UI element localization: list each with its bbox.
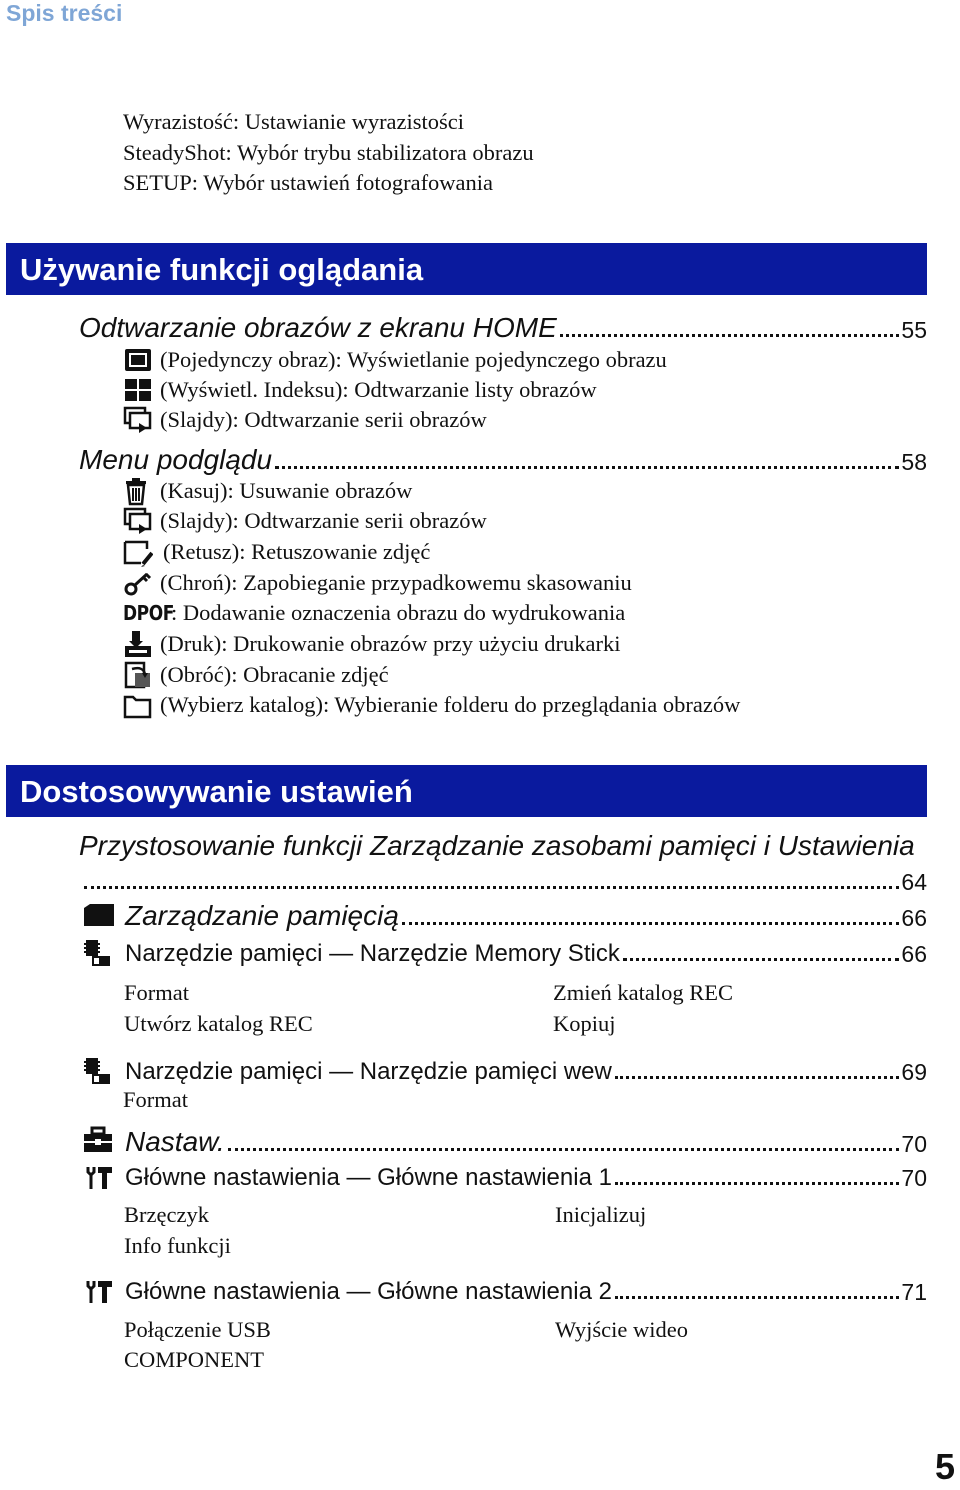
toc-subitem-retouch[interactable] [123, 537, 430, 567]
toc-subitem-delete[interactable] [123, 476, 412, 506]
toc-entry-settings[interactable] [125, 1122, 927, 1158]
leader-dots [615, 1296, 899, 1299]
page-header-title: Spis treści [6, 0, 123, 26]
toc-page-number: 66 [901, 905, 927, 931]
wrench-hammer-icon [84, 1163, 114, 1196]
single-image-icon [123, 345, 153, 375]
toc-subitem-slideshow[interactable] [123, 506, 487, 536]
toc-subitem-slideshow[interactable] [123, 405, 487, 435]
toc-page-number: 58 [901, 449, 927, 475]
toc-subitem: SteadyShot: Wybór trybu stabilizatora obrazu [123, 140, 534, 165]
toc-subitem-single-image[interactable] [123, 345, 667, 375]
leader-dots [623, 958, 900, 961]
toc-entry-title: Główne nastawienia — Główne nastawienia 1 [125, 1164, 612, 1191]
subitem-text: (Slajdy): Odtwarzanie serii obrazów [160, 508, 487, 533]
toc-entry-title: Odtwarzanie obrazów z ekranu HOME [79, 312, 557, 343]
subitem-text: (Chroń): Zapobieganie przypadkowemu skasowaniu [160, 570, 632, 595]
toc-entry-title: Zarządzanie pamięcią [125, 900, 399, 931]
toc-subitem: Format [124, 980, 189, 1005]
leader-dots [615, 1076, 900, 1079]
toolbox-icon [82, 1126, 114, 1159]
leader-dots [615, 1182, 899, 1185]
folder-icon [123, 690, 153, 720]
toc-subitem-dpof[interactable] [123, 598, 625, 628]
memory-tool-icon [82, 1056, 112, 1091]
toc-subitem-select-folder[interactable] [123, 690, 740, 720]
toc-entry-customize[interactable] [84, 864, 927, 896]
toc-subitem-index-view[interactable] [123, 375, 597, 405]
toc-subitem: SETUP: Wybór ustawień fotografowania [123, 170, 494, 195]
toc-subitem-rotate[interactable] [123, 660, 389, 690]
slideshow-icon [123, 405, 153, 435]
toc-page-number: 70 [901, 1131, 927, 1157]
memory-card-icon [82, 902, 116, 933]
subitem-text: (Obróć): Obracanie zdjęć [160, 662, 389, 687]
toc-subitem: Brzęczyk [124, 1202, 209, 1227]
toc-subitem: COMPONENT [124, 1347, 265, 1372]
toc-subitem: Info funkcji [124, 1233, 231, 1258]
wrench-hammer-icon [84, 1277, 114, 1310]
trash-icon [123, 476, 153, 506]
print-icon [123, 629, 153, 659]
toc-entry-internal-memory-tool[interactable] [125, 1052, 927, 1086]
subitem-text: (Druk): Drukowanie obrazów przy użyciu drukarki [160, 631, 621, 656]
toc-page-number: 55 [901, 317, 927, 343]
toc-entry-title: Główne nastawienia — Główne nastawienia 2 [125, 1278, 612, 1305]
toc-subitem: Utwórz katalog REC [124, 1011, 313, 1036]
toc-subitem: Połączenie USB [124, 1317, 271, 1342]
leader-dots [560, 334, 900, 337]
rotate-icon [123, 660, 153, 690]
section-title: Dostosowywanie ustawień [20, 774, 413, 809]
subitem-text: (Wybierz katalog): Wybieranie folderu do przeglądania obrazów [160, 692, 741, 717]
leader-dots [402, 922, 899, 925]
toc-entry-main-settings-2[interactable] [125, 1272, 927, 1306]
leader-dots [228, 1148, 900, 1151]
toc-page-number: 69 [901, 1059, 927, 1085]
toc-subitem: Wyjście wideo [555, 1317, 688, 1342]
subitem-text: : Dodawanie oznaczenia obrazu do wydrukowania [171, 600, 626, 625]
toc-entry-memory-management[interactable] [125, 896, 927, 932]
toc-page-number: 71 [901, 1279, 927, 1305]
toc-entry-view-menu[interactable] [79, 440, 927, 476]
index-view-icon [123, 375, 153, 405]
retouch-icon [123, 537, 153, 567]
toc-subitem: Format [123, 1087, 188, 1112]
section-heading-settings [6, 765, 927, 817]
toc-subitem: Wyrazistość: Ustawianie wyrazistości [123, 109, 465, 134]
toc-entry-title: Menu podglądu [79, 444, 273, 475]
section-heading-viewing [6, 243, 927, 295]
toc-subitem-print[interactable] [123, 629, 620, 659]
section-title: Używanie funkcji oglądania [20, 252, 424, 287]
toc-subitem-protect[interactable] [123, 568, 632, 598]
toc-subitem: Zmień katalog REC [553, 980, 733, 1005]
slideshow-icon [123, 506, 153, 536]
subitem-text: (Kasuj): Usuwanie obrazów [160, 478, 413, 503]
toc-entry-main-settings-1[interactable] [125, 1158, 927, 1192]
subitem-text: (Wyświetl. Indeksu): Odtwarzanie listy obrazów [160, 377, 597, 402]
page-number: 5 [934, 1446, 955, 1487]
subitem-text: (Slajdy): Odtwarzanie serii obrazów [160, 407, 487, 432]
toc-page-number: 66 [901, 941, 927, 967]
toc-entry-title: Nastaw. [125, 1126, 225, 1157]
protect-key-icon [123, 568, 153, 598]
toc-page-number: 70 [901, 1165, 927, 1191]
toc-entry-memory-stick-tool[interactable] [125, 934, 927, 968]
toc-subitem: Kopiuj [553, 1011, 616, 1036]
leader-dots [275, 466, 899, 469]
toc-entry-home-playback[interactable] [79, 308, 927, 344]
toc-entry-title[interactable]: Przystosowanie funkcji Zarządzanie zasobami pamięci i Ustawienia [79, 830, 915, 861]
subitem-text: (Retusz): Retuszowanie zdjęć [163, 539, 431, 564]
memory-tool-icon [82, 938, 112, 973]
subitem-text: (Pojedynczy obraz): Wyświetlanie pojedynczego obrazu [160, 347, 667, 372]
toc-page-number: 64 [901, 869, 927, 895]
leader-dots [84, 886, 899, 889]
toc-entry-title: Narzędzie pamięci — Narzędzie Memory Stick [125, 940, 620, 967]
dpof-icon: DPOF [123, 601, 174, 625]
toc-entry-title: Narzędzie pamięci — Narzędzie pamięci wew [125, 1058, 612, 1085]
toc-subitem: Inicjalizuj [555, 1202, 647, 1227]
